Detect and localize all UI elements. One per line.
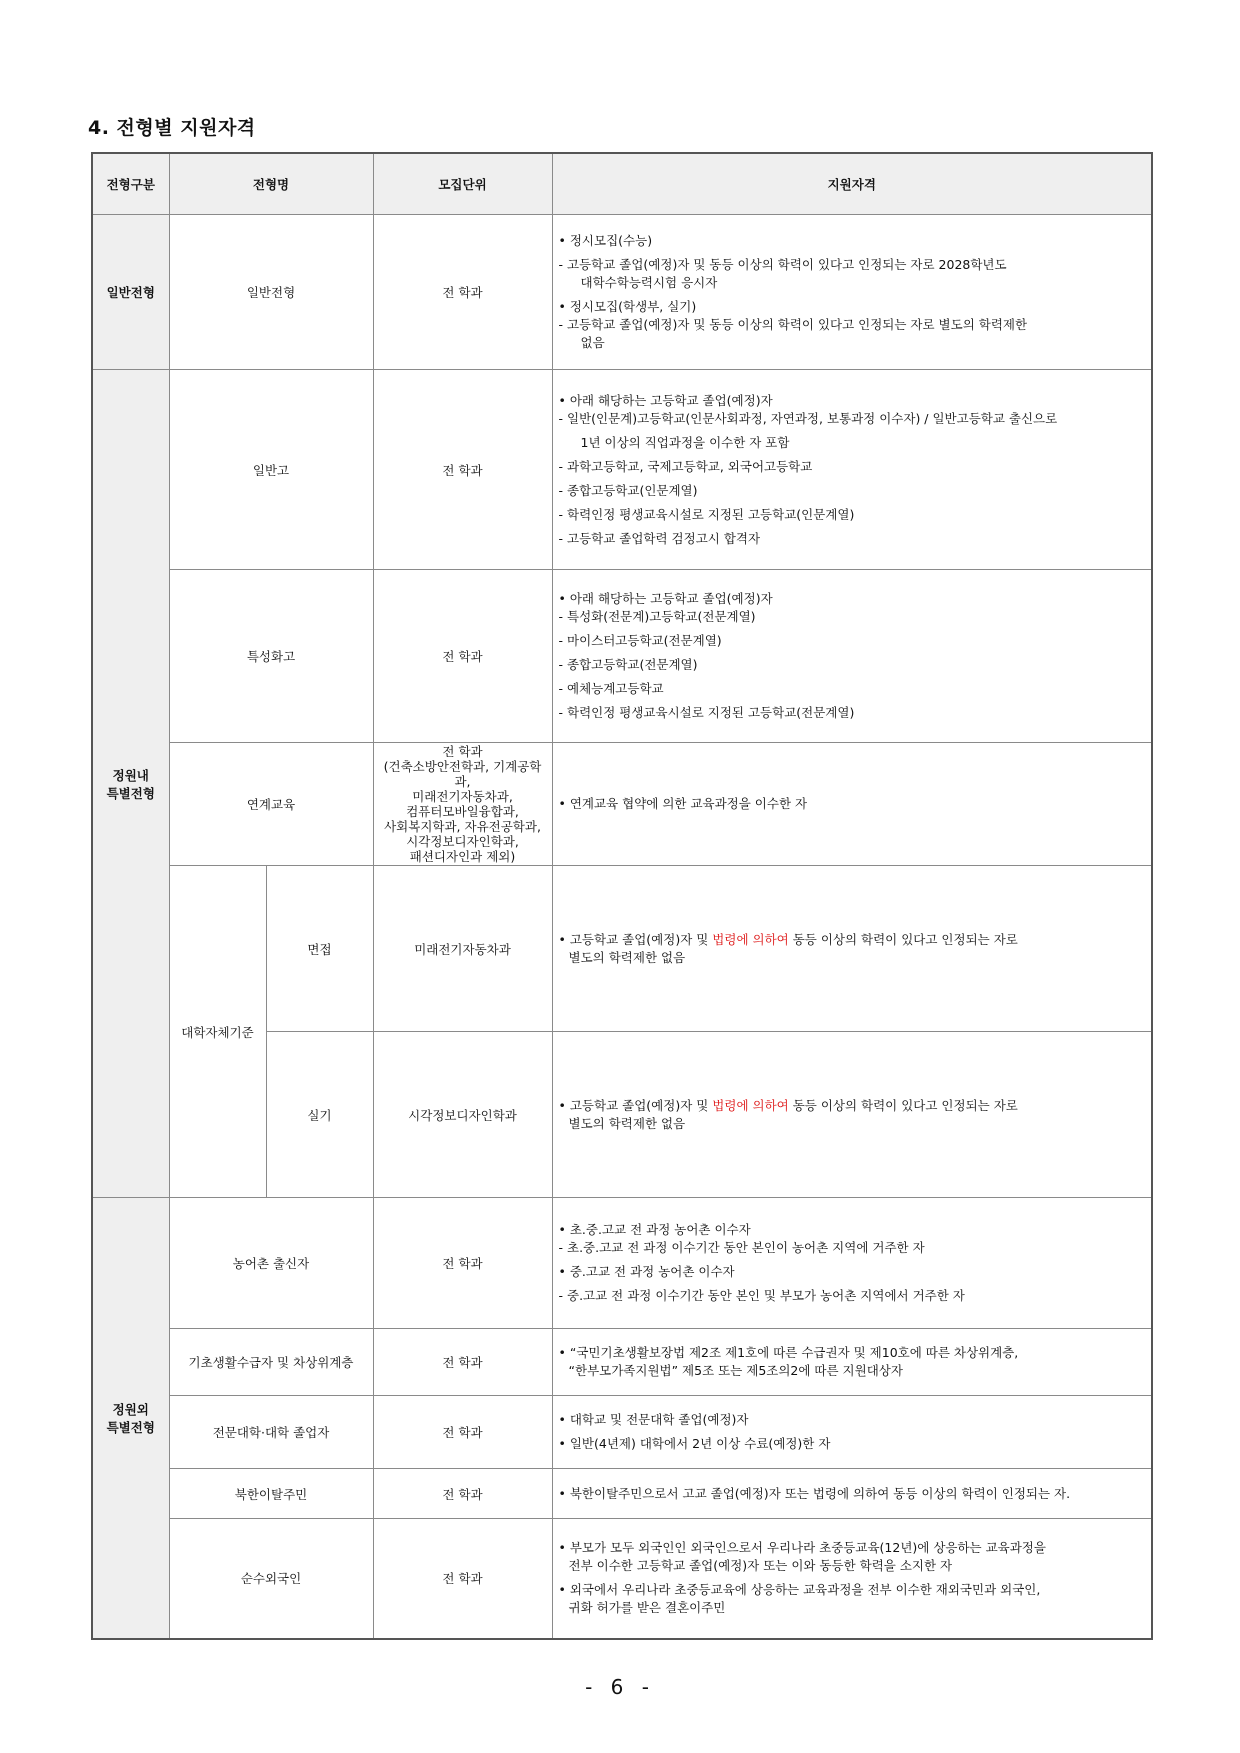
qual-line: 1년 이상의 직업과정을 이수한 자 포함 — [580, 434, 790, 450]
unit-line: 시각정보디자인학과, — [406, 834, 519, 849]
qual-line: “한부모가족지원법” 제5조 또는 제5조의2에 따른 지원대상자 — [568, 1363, 903, 1378]
recruit-unit: 전 학과 — [373, 1469, 552, 1519]
qual-line: - 초.중.고교 전 과정 이수기간 동안 본인이 농어촌 지역에 거주한 자 — [558, 1240, 925, 1255]
qual-line: • 초.중.고교 전 과정 농어촌 이수자 — [558, 1222, 751, 1237]
qual-line: 없음 — [580, 335, 605, 350]
qual-text: • 고등학교 졸업(예정)자 및 — [558, 1097, 713, 1113]
recruit-unit: 전 학과 — [373, 1519, 552, 1639]
qual-line: - 과학고등학교, 국제고등학교, 외국어고등학교 — [558, 458, 813, 474]
table-row — [92, 1329, 1152, 1396]
qual-line: 전부 이수한 고등학교 졸업(예정)자 또는 이와 동등한 학력을 소지한 자 — [568, 1558, 953, 1574]
recruit-unit: 전 학과 — [373, 215, 552, 370]
qual-line: - 종합고등학교(전문계열) — [558, 657, 698, 672]
qual-line: • 중.고교 전 과정 농어촌 이수자 — [558, 1264, 735, 1279]
recruit-unit: 전 학과 — [373, 1198, 552, 1329]
qualification — [552, 570, 1152, 743]
qual-text: • 고등학교 졸업(예정)자 및 — [558, 931, 713, 947]
table-row — [92, 1198, 1152, 1329]
qual-line: • 대학교 및 전문대학 졸업(예정)자 — [558, 1412, 749, 1427]
qual-line: - 고등학교 졸업(예정)자 및 동등 이상의 학력이 있다고 인정되는 자로 2028학년도 — [558, 257, 1007, 272]
qual-line: • 정시모집(수능) — [558, 233, 653, 248]
qualification — [552, 1032, 1152, 1198]
qual-line: - 일반(인문계)고등학교(인문사회과정, 자연과정, 보통과정 이수자) / 일반고등학교 출신으로 — [558, 410, 1058, 426]
category-line: 정원외 — [112, 1401, 149, 1417]
qual-line: • 외국에서 우리나라 초중등교육에 상응하는 교육과정을 전부 이수한 재외국민과 외국인, — [558, 1582, 1041, 1598]
table-row — [92, 370, 1152, 570]
unit-line: 미래전기자동차과, — [412, 789, 513, 804]
admission-name: 연계교육 — [169, 743, 373, 866]
category-general: 일반전형 — [92, 215, 169, 370]
qual-highlight: 법령에 의하여 — [712, 931, 789, 947]
header-name: 전형명 — [169, 153, 373, 215]
recruit-unit: 전 학과 — [373, 570, 552, 743]
qualification — [552, 1329, 1152, 1396]
admission-name: 일반전형 — [169, 215, 373, 370]
table-header-row — [92, 153, 1152, 215]
recruit-unit: 전 학과 — [373, 1329, 552, 1396]
qual-text: 동등 이상의 학력이 있다고 인정되는 자로 — [788, 931, 1018, 947]
qualification — [552, 370, 1152, 570]
admission-name: 전문대학·대학 졸업자 — [169, 1396, 373, 1469]
qualification — [552, 1519, 1152, 1639]
page-number: - 6 - — [585, 1675, 655, 1699]
admission-name: 일반고 — [169, 370, 373, 570]
qual-line: - 고등학교 졸업학력 검정고시 합격자 — [558, 530, 761, 546]
table-row — [92, 1396, 1152, 1469]
recruit-unit: 시각정보디자인학과 — [373, 1032, 552, 1198]
admission-name: 기초생활수급자 및 차상위계층 — [169, 1329, 373, 1396]
qualification — [552, 1396, 1152, 1469]
qualification — [552, 1198, 1152, 1329]
qualification — [552, 866, 1152, 1032]
category-inner-special — [92, 370, 169, 1198]
qualification — [552, 215, 1152, 370]
qual-line: - 종합고등학교(인문계열) — [558, 482, 698, 498]
admission-name: 순수외국인 — [169, 1519, 373, 1639]
qual-line: • 북한이탈주민으로서 고교 졸업(예정)자 또는 법령에 의하여 동등 이상의 학력이 인정되는 자. — [558, 1485, 1071, 1501]
table-row — [92, 866, 1152, 1032]
qual-line: - 고등학교 졸업(예정)자 및 동등 이상의 학력이 있다고 인정되는 자로 별도의 학력제한 — [558, 317, 1028, 332]
qualification — [552, 1469, 1152, 1519]
recruit-unit — [373, 743, 552, 866]
qual-line: - 특성화(전문계)고등학교(전문계열) — [558, 609, 756, 624]
admission-name: 북한이탈주민 — [169, 1469, 373, 1519]
qual-line: • 일반(4년제) 대학에서 2년 이상 수료(예정)한 자 — [558, 1436, 831, 1451]
eligibility-table — [91, 152, 1153, 1640]
qual-line: 별도의 학력제한 없음 — [568, 949, 686, 965]
recruit-unit: 전 학과 — [373, 370, 552, 570]
qual-line: • “국민기초생활보장법 제2조 제1호에 따른 수급권자 및 제10호에 따른 차상위계층, — [558, 1345, 1019, 1360]
qual-line — [559, 1097, 1146, 1115]
sub-admission-name: 면접 — [266, 866, 373, 1032]
qual-line: • 연계교육 협약에 의한 교육과정을 이수한 자 — [558, 796, 808, 811]
qual-line: 귀화 허가를 받은 결혼이주민 — [568, 1600, 726, 1616]
header-unit: 모집단위 — [373, 153, 552, 215]
category-line: 정원내 — [112, 767, 149, 783]
table-row — [92, 1469, 1152, 1519]
category-outer-special — [92, 1198, 169, 1639]
table-row — [92, 743, 1152, 866]
admission-name: 특성화고 — [169, 570, 373, 743]
header-qualification: 지원자격 — [552, 153, 1152, 215]
qual-line: • 아래 해당하는 고등학교 졸업(예정)자 — [558, 392, 773, 408]
qualification — [552, 743, 1152, 866]
qual-line: 대학수학능력시험 응시자 — [580, 275, 718, 290]
admission-name: 농어촌 출신자 — [169, 1198, 373, 1329]
qual-highlight: 법령에 의하여 — [712, 1097, 789, 1113]
qual-line: - 학력인정 평생교육시설로 지정된 고등학교(전문계열) — [558, 705, 855, 720]
qual-line: • 아래 해당하는 고등학교 졸업(예정)자 — [558, 591, 773, 606]
unit-line: 컴퓨터모바일융합과, — [406, 804, 519, 819]
admission-name: 대학자체기준 — [169, 866, 266, 1198]
qual-line: 별도의 학력제한 없음 — [568, 1115, 686, 1131]
recruit-unit: 미래전기자동차과 — [373, 866, 552, 1032]
table-row — [92, 215, 1152, 370]
qual-line: • 정시모집(학생부, 실기) — [558, 299, 697, 314]
section-title: 4. 전형별 지원자격 — [88, 117, 256, 139]
qual-line: - 예체능계고등학교 — [558, 681, 664, 696]
table-row — [92, 570, 1152, 743]
unit-line: 전 학과 — [442, 744, 483, 759]
table-row — [92, 1519, 1152, 1639]
sub-admission-name: 실기 — [266, 1032, 373, 1198]
header-category: 전형구분 — [92, 153, 169, 215]
qual-text: 동등 이상의 학력이 있다고 인정되는 자로 — [788, 1097, 1018, 1113]
qual-line: - 중.고교 전 과정 이수기간 동안 본인 및 부모가 농어촌 지역에서 거주한 자 — [558, 1288, 965, 1303]
qual-line: • 부모가 모두 외국인인 외국인으로서 우리나라 초중등교육(12년)에 상응하는 교육과정을 — [558, 1540, 1046, 1556]
category-line: 특별전형 — [106, 1419, 155, 1435]
qual-line — [559, 931, 1146, 949]
qual-line: - 마이스터고등학교(전문계열) — [558, 633, 722, 648]
unit-line: (건축소방안전학과, 기계공학과, — [383, 759, 542, 789]
unit-line: 사회복지학과, 자유전공학과, — [384, 819, 541, 834]
qual-line: - 학력인정 평생교육시설로 지정된 고등학교(인문계열) — [558, 506, 855, 522]
unit-line: 패션디자인과 제외) — [409, 849, 516, 864]
category-line: 특별전형 — [106, 785, 155, 801]
recruit-unit: 전 학과 — [373, 1396, 552, 1469]
